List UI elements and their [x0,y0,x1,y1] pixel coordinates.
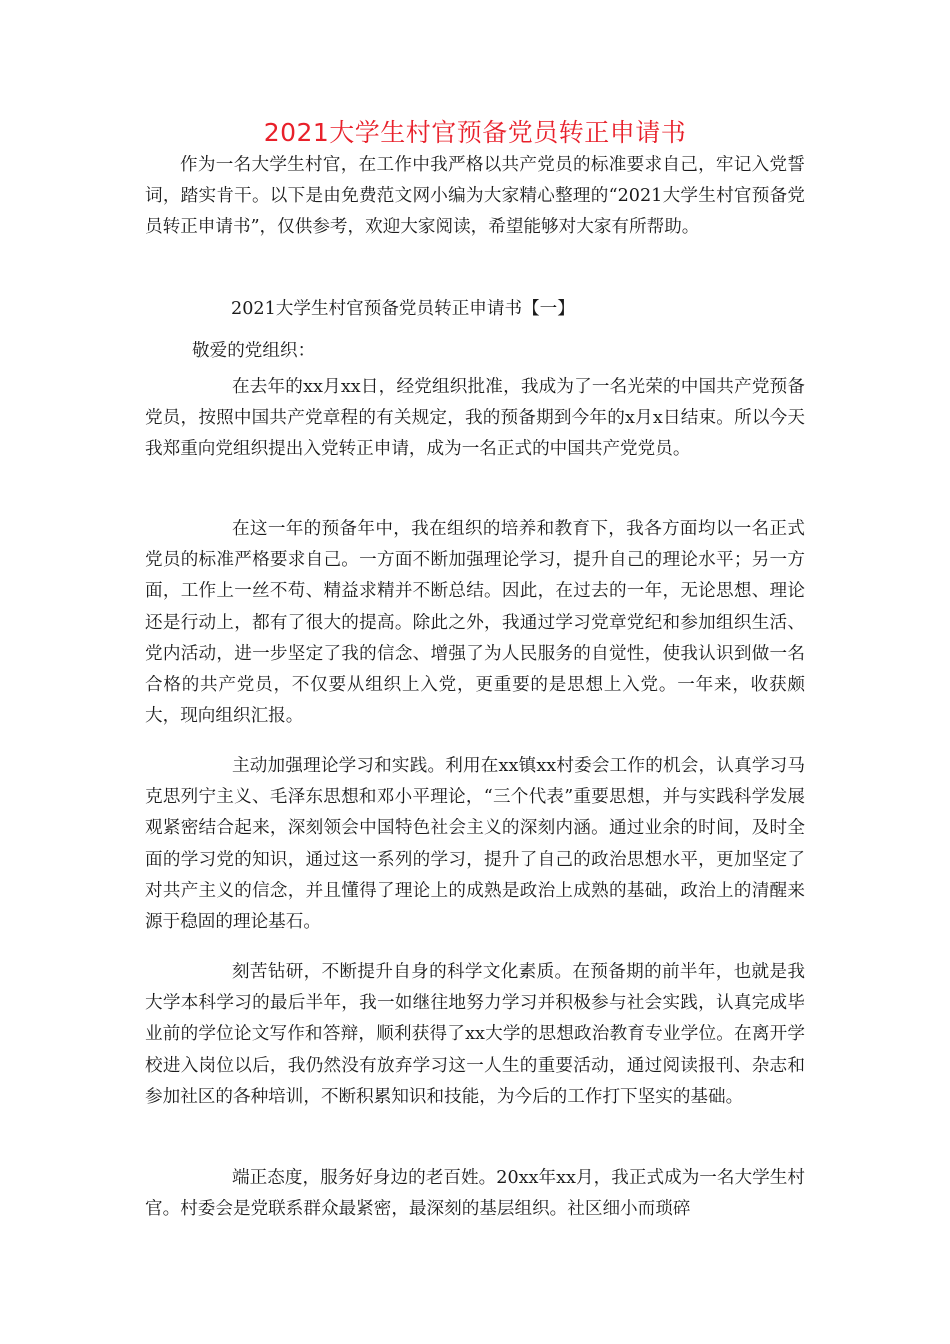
body-paragraph: 在去年的xx月xx日，经党组织批准，我成为了一名光荣的中国共产党预备党员，按照中国共产党章程的有关规定，我的预备期到今年的x月x日结束。所以今天我郑重向党组织提出入党转正申请，成为一名正式的中国共产党党员。 [145,377,805,460]
intro-paragraph: 作为一名大学生村官，在工作中我严格以共产党员的标准要求自己，牢记入党誓词，踏实肯干。以下是由免费范文网小编为大家精心整理的“2021大学生村官预备党员转正申请书”，仅供参考，欢迎大家阅读，希望能够对大家有所帮助。 [145,155,805,238]
salutation: 敬爱的党组织： [192,341,316,361]
body-paragraph: 端正态度，服务好身边的老百姓。20xx年xx月，我正式成为一名大学生村官。村委会是党联系群众最紧密，最深刻的基层组织。社区细小而琐碎 [145,1168,805,1220]
body-paragraph: 主动加强理论学习和实践。利用在xx镇xx村委会工作的机会，认真学习马克思列宁主义、毛泽东思想和邓小平理论，“三个代表”重要思想，并与实践科学发展观紧密结合起来，深刻领会中国特色社会主义的深刻内涵。通过业余的时间，及时全面的学习党的知识，通过这一系列的学习，提升了自己的政治思想水平，更加坚定了对共产主义的信念，并且懂得了理论上的成熟是政治上成熟的基础，政治上的清醒来源于稳固的理论基石。 [145,756,805,933]
body-paragraph: 刻苦钻研，不断提升自身的科学文化素质。在预备期的前半年，也就是我大学本科学习的最后半年，我一如继往地努力学习并积极参与社会实践，认真完成毕业前的学位论文写作和答辩，顺利获得了xx大学的思想政治教育专业学位。在离开学校进入岗位以后，我仍然没有放弃学习这一人生的重要活动，通过阅读报刊、杂志和参加社区的各种培训，不断积累知识和技能，为今后的工作打下坚实的基础。 [145,962,805,1107]
section-title: 2021大学生村官预备党员转正申请书【一】 [231,299,575,319]
body-paragraph: 在这一年的预备年中，我在组织的培养和教育下，我各方面均以一名正式党员的标准严格要求自己。一方面不断加强理论学习，提升自己的理论水平；另一方面，工作上一丝不苟、精益求精并不断总结。因此，在过去的一年，无论思想、理论还是行动上，都有了很大的提高。除此之外，我通过学习党章党纪和参加组织生活、党内活动，进一步坚定了我的信念、增强了为人民服务的自觉性，使我认识到做一名合格的共产党员，不仅要从组织上入党，更重要的是思想上入党。一年来，收获颇大，现向组织汇报。 [145,519,805,727]
document-title: 2021大学生村官预备党员转正申请书 [263,118,687,147]
